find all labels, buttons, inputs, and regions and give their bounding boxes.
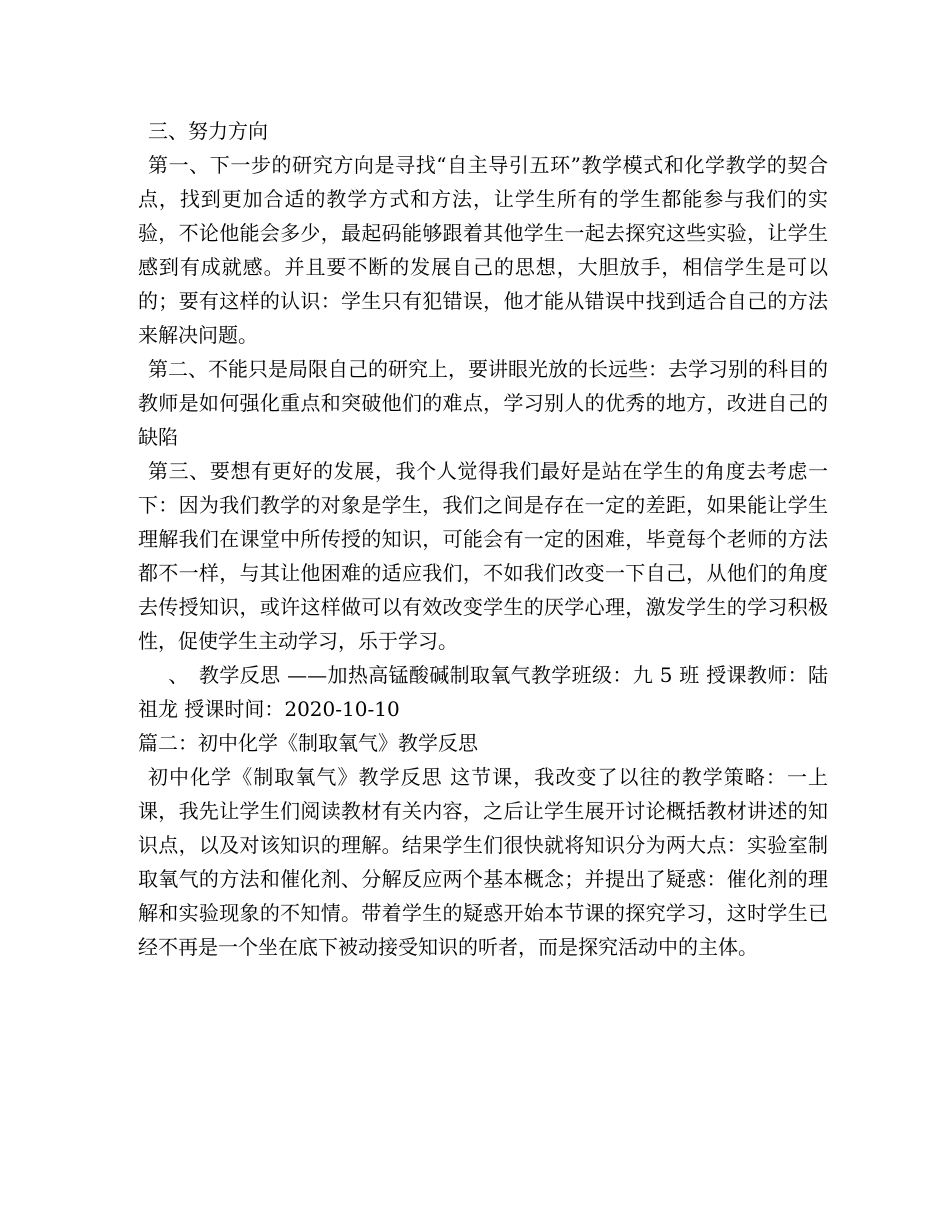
chapter-title: 篇二：初中化学《制取氧气》教学反思 — [138, 731, 478, 755]
lesson-info-line: 、 教学反思 ——加热高锰酸碱制取氧气教学班级：九 5 班 授课教师：陆祖龙 授课时间：2020-10-10 — [138, 663, 828, 721]
document-body — [138, 114, 828, 964]
section-heading: 三、努力方向 — [148, 119, 268, 143]
paragraph-second-direction: 第二、不能只是局限自己的研究上，要讲眼光放的长远些：去学习别的科目的教师是如何强化重点和突破他们的难点，学习别人的优秀的地方，改进自己的缺陷 — [138, 357, 828, 449]
paragraph-first-direction: 第一、下一步的研究方向是寻找“自主导引五环”教学模式和化学教学的契合点，找到更加合适的教学方式和方法，让学生所有的学生都能参与我们的实验，不论他能会多少，最起码能够跟着其他学生一起去探究这些实验，让学生感到有成就感。并且要不断的发展自己的思想，大胆放手，相信学生是可以的；要有这样的认识：学生只有犯错误，他才能从错误中找到适合自己的方法来解决问题。 — [138, 153, 828, 347]
paragraph-third-direction: 第三、要想有更好的发展，我个人觉得我们最好是站在学生的角度去考虑一下：因为我们教学的对象是学生，我们之间是存在一定的差距，如果能让学生理解我们在课堂中所传授的知识，可能会有一定的困难，毕竟每个老师的方法都不一样，与其让他困难的适应我们，不如我们改变一下自己，从他们的角度去传授知识，或许这样做可以有效改变学生的厌学心理，激发学生的学习积极性，促使学生主动学习，乐于学习。 — [138, 459, 828, 653]
paragraph-reflection: 初中化学《制取氧气》教学反思 这节课，我改变了以往的教学策略：一上课，我先让学生们阅读教材有关内容，之后让学生展开讨论概括教材讲述的知识点，以及对该知识的理解。结果学生们很快就将知识分为两大点：实验室制取氧气的方法和催化剂、分解反应两个基本概念；并提出了疑惑：催化剂的理解和实验现象的不知情。带着学生的疑惑开始本节课的探究学习，这时学生已经不再是一个坐在底下被动接受知识的听者，而是探究活动中的主体。 — [138, 765, 828, 959]
